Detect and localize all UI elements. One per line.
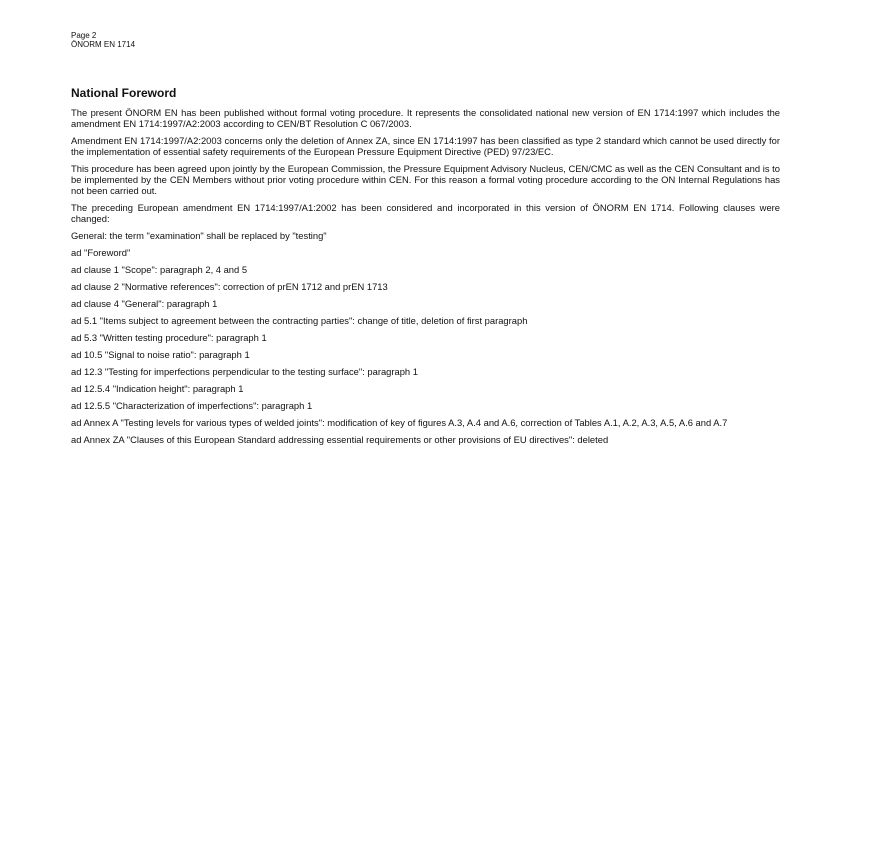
change-item: ad Annex ZA "Clauses of this European Standard addressing essential requirements or other provisions of EU directives": deleted bbox=[71, 434, 609, 445]
change-item: General: the term "examination" shall be replaced by "testing" bbox=[71, 230, 327, 241]
foreword-section bbox=[71, 86, 780, 451]
document-id: ÖNORM EN 1714 bbox=[71, 40, 136, 49]
change-item: ad 5.1 "Items subject to agreement between the contracting parties": change of title, deletion of first paragraph bbox=[71, 315, 528, 326]
change-item: ad clause 2 "Normative references": correction of prEN 1712 and prEN 1713 bbox=[71, 281, 388, 292]
change-item: ad clause 4 "General": paragraph 1 bbox=[71, 298, 218, 309]
change-item: ad 12.5.5 "Characterization of imperfections": paragraph 1 bbox=[71, 400, 313, 411]
paragraph: The preceding European amendment EN 1714:1997/A1:2002 has been considered and incorporated in this version of ÖNORM EN 1714. Following clauses were changed: bbox=[71, 202, 780, 224]
change-item: ad clause 1 "Scope": paragraph 2, 4 and 5 bbox=[71, 264, 248, 275]
change-item: ad 10.5 "Signal to noise ratio": paragraph 1 bbox=[71, 349, 250, 360]
paragraph: The present ÖNORM EN has been published without formal voting procedure. It represents the consolidated national new version of EN 1714:1997 which includes the amendment EN 1714:1997/A2:2003 according to CEN/BT Resolution C 067/2003. bbox=[71, 107, 780, 129]
changes-list bbox=[71, 230, 780, 445]
page-header bbox=[71, 31, 135, 49]
section-title: National Foreword bbox=[71, 86, 177, 100]
paragraph: Amendment EN 1714:1997/A2:2003 concerns only the deletion of Annex ZA, since EN 1714:1997 has been classified as type 2 standard which cannot be used directly for the implementation of essential safety requirements of the European Pressure Equipment Directive (PED) 97/23/EC. bbox=[71, 135, 780, 157]
change-item: ad 12.5.4 "Indication height": paragraph 1 bbox=[71, 383, 244, 394]
page-number-label: Page 2 bbox=[71, 31, 97, 40]
paragraph: This procedure has been agreed upon jointly by the European Commission, the Pressure Equipment Advisory Nucleus, CEN/CMC as well as the CEN Consultant and is to be implemented by the CEN Members without prior voting procedure within CEN. For this reason a formal voting procedure according to the ON Internal Regulations has not been carried out. bbox=[71, 163, 780, 196]
change-item: ad Annex A "Testing levels for various types of welded joints": modification of key of figures A.3, A.4 and A.6, correction of Tables A.1, A.2, A.3, A.5, A.6 and A.7 bbox=[71, 417, 728, 428]
change-item: ad 5.3 "Written testing procedure": paragraph 1 bbox=[71, 332, 267, 343]
change-item: ad "Foreword" bbox=[71, 247, 131, 258]
change-item: ad 12.3 "Testing for imperfections perpendicular to the testing surface": paragraph 1 bbox=[71, 366, 418, 377]
